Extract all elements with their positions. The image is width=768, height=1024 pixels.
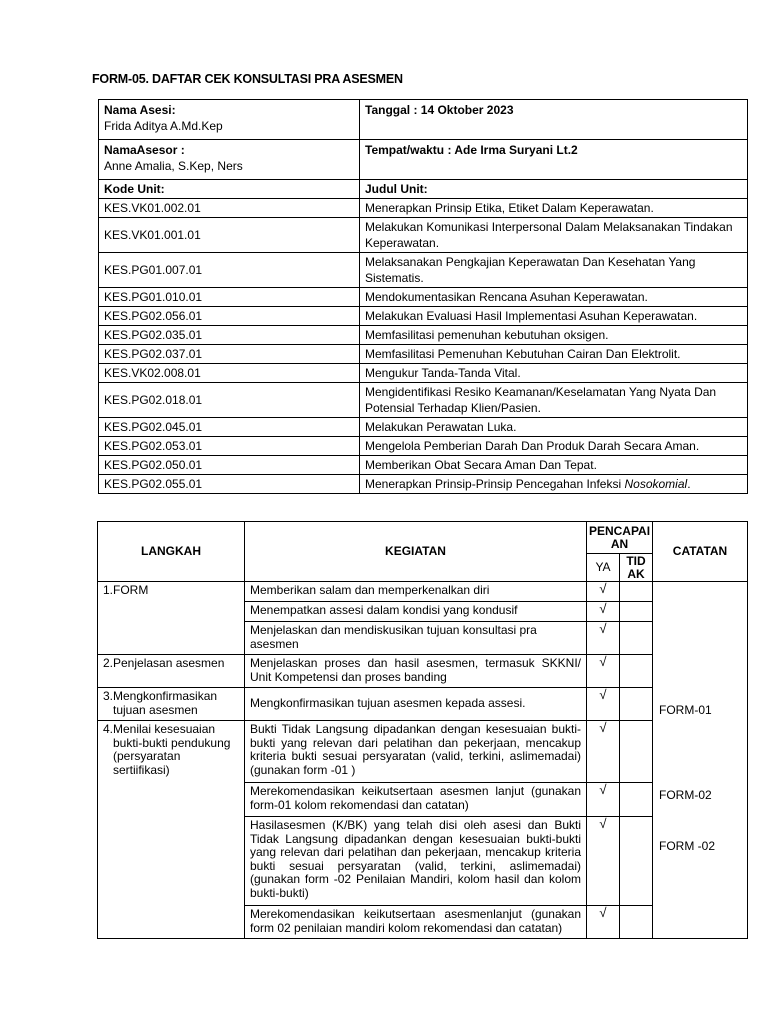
asesor-label: NamaAsesor : xyxy=(104,143,185,157)
step-label: Penjelasan asesmen xyxy=(113,656,225,670)
unit-code: KES.VK01.002.01 xyxy=(99,199,360,218)
tidak-header xyxy=(620,554,653,582)
unit-code: KES.PG02.056.01 xyxy=(99,307,360,326)
asesi-row xyxy=(99,100,748,140)
note-form-02-b: FORM -02 xyxy=(659,839,716,853)
note-form-02: FORM-02 xyxy=(659,788,712,802)
unit-title: Melakukan Komunikasi Interpersonal Dalam Melaksanakan Tindakan Keperawatan. xyxy=(360,218,748,253)
activity-text: Merekomendasikan keikutsertaan asesmenlanjut (gunakan form 02 penilaian mandiri kolom rekomendasi dan catatan) xyxy=(245,906,587,939)
tidak-label: TIDAK xyxy=(626,553,646,581)
unit-title: Melakukan Evaluasi Hasil Implementasi Asuhan Keperawatan. xyxy=(360,307,748,326)
unit-row xyxy=(99,218,748,253)
langkah-header: LANGKAH xyxy=(98,522,245,582)
unit-title: Mendokumentasikan Rencana Asuhan Keperawatan. xyxy=(360,288,748,307)
tidak-check xyxy=(620,655,653,688)
unit-title: Memfasilitasi pemenuhan kebutuhan oksigen. xyxy=(360,326,748,345)
step-number: 3. xyxy=(103,689,114,703)
ya-check: √ xyxy=(587,817,620,906)
unit-title: Melakukan Perawatan Luka. xyxy=(360,418,748,437)
activity-text: Mengkonfirmasikan tujuan asesmen kepada assesi. xyxy=(245,688,587,721)
unit-code: KES.PG01.010.01 xyxy=(99,288,360,307)
unit-row xyxy=(99,456,748,475)
step-label: FORM xyxy=(113,583,149,597)
tidak-check xyxy=(620,783,653,817)
activity-text: Hasilasesmen (K/BK) yang telah disi oleh asesi dan Bukti Tidak Langsung dipadankan dengan kesesuaian bukti-bukti yang relevan dari pelatihan dan pekerjaan, mencakup kriteria bukti sesuai persyaratan (valid, terkini, aslimemadai) (gunakan form -02 Penilaian Mandiri, kolom hasil dan kolom bukti-bukti) xyxy=(245,817,587,906)
pencapaian-header xyxy=(587,522,653,554)
unit-code: KES.PG02.053.01 xyxy=(99,437,360,456)
unit-code: KES.PG02.045.01 xyxy=(99,418,360,437)
step-number: 1. xyxy=(103,583,114,597)
activity-text: Menjelaskan dan mendiskusikan tujuan konsultasi pra asesmen xyxy=(245,622,587,655)
unit-code: KES.PG01.007.01 xyxy=(99,253,360,288)
step-cell xyxy=(98,688,245,721)
unit-title: Mengukur Tanda-Tanda Vital. xyxy=(360,364,748,383)
catatan-header: CATATAN xyxy=(653,522,748,582)
unit-title: Menerapkan Prinsip Etika, Etiket Dalam Keperawatan. xyxy=(360,199,748,218)
ya-check: √ xyxy=(587,721,620,783)
unit-row xyxy=(99,307,748,326)
tanggal-cell xyxy=(360,100,748,140)
unit-row xyxy=(99,383,748,418)
unit-title: Mengelola Pemberian Darah Dan Produk Darah Secara Aman. xyxy=(360,437,748,456)
unit-row xyxy=(99,288,748,307)
unit-title: Memberikan Obat Secara Aman Dan Tepat. xyxy=(360,456,748,475)
tidak-check xyxy=(620,622,653,655)
unit-title: Memfasilitasi Pemenuhan Kebutuhan Cairan Dan Elektrolit. xyxy=(360,345,748,364)
unit-title-suffix: . xyxy=(687,477,691,491)
ya-check: √ xyxy=(587,602,620,622)
unit-code: KES.VK02.008.01 xyxy=(99,364,360,383)
unit-info-table xyxy=(98,99,748,494)
activity-text: Menjelaskan proses dan hasil asesmen, termasuk SKKNI/ Unit Kompetensi dan proses banding xyxy=(245,655,587,688)
ya-check: √ xyxy=(587,783,620,817)
ya-check: √ xyxy=(587,622,620,655)
asesor-cell xyxy=(99,140,360,180)
asesi-value: Frida Aditya A.Md.Kep xyxy=(104,119,223,133)
checklist-header-row xyxy=(98,522,748,554)
unit-row xyxy=(99,253,748,288)
unit-title-prefix: Menerapkan Prinsip-Prinsip Pencegahan Infeksi xyxy=(365,477,625,491)
unit-code: KES.PG02.035.01 xyxy=(99,326,360,345)
tempat-label: Tempat/waktu : Ade Irma Suryani Lt.2 xyxy=(365,143,578,157)
step-cell xyxy=(98,721,245,939)
unit-title xyxy=(360,475,748,494)
unit-title: Melaksanakan Pengkajian Keperawatan Dan Kesehatan Yang Sistematis. xyxy=(360,253,748,288)
kegiatan-header: KEGIATAN xyxy=(245,522,587,582)
tanggal-label: Tanggal : 14 Oktober 2023 xyxy=(365,103,514,117)
activity-text: Bukti Tidak Langsung dipadankan dengan kesesuaian bukti-bukti yang relevan dari pelatihan dan pekerjaan, mencakup kriteria bukti sesuai persyaratan (valid, terkini, aslimemadai) (gunakan form -01 ) xyxy=(245,721,587,783)
step-label: Mengkonfirmasikan xyxy=(113,689,218,703)
activity-text: Memberikan salam dan memperkenalkan diri xyxy=(245,582,587,602)
unit-code: KES.PG02.050.01 xyxy=(99,456,360,475)
ya-header: YA xyxy=(587,554,620,582)
step-label-cont: bukti-bukti pendukung (persyaratan sertiifikasi) xyxy=(113,735,231,777)
step-label-cont: tujuan asesmen xyxy=(113,702,198,717)
unit-row xyxy=(99,437,748,456)
asesi-cell xyxy=(99,100,360,140)
tidak-check xyxy=(620,582,653,602)
tidak-check xyxy=(620,602,653,622)
unit-code: KES.VK01.001.01 xyxy=(99,218,360,253)
form-title: FORM-05. DAFTAR CEK KONSULTASI PRA ASESMEN xyxy=(92,72,403,86)
unit-row xyxy=(99,418,748,437)
activity-text: Menempatkan assesi dalam kondisi yang kondusif xyxy=(245,602,587,622)
unit-code: KES.PG02.055.01 xyxy=(99,475,360,494)
ya-check: √ xyxy=(587,688,620,721)
consultation-checklist-table xyxy=(97,521,748,939)
asesor-value: Anne Amalia, S.Kep, Ners xyxy=(104,159,243,173)
step-label: Menilai kesesuaian xyxy=(113,722,216,736)
unit-row xyxy=(99,326,748,345)
catatan-cell xyxy=(653,582,748,939)
tidak-check xyxy=(620,906,653,939)
ya-check: √ xyxy=(587,655,620,688)
tidak-check xyxy=(620,721,653,783)
tempat-cell xyxy=(360,140,748,180)
unit-row xyxy=(99,199,748,218)
tidak-check xyxy=(620,688,653,721)
ya-check: √ xyxy=(587,906,620,939)
step-cell xyxy=(98,655,245,688)
unit-row xyxy=(99,475,748,494)
unit-row xyxy=(99,345,748,364)
tidak-check xyxy=(620,817,653,906)
checklist-row xyxy=(98,721,748,783)
activity-text: Merekomendasikan keikutsertaan asesmen lanjut (gunakan form-01 kolom rekomendasi dan catatan) xyxy=(245,783,587,817)
asesor-row xyxy=(99,140,748,180)
step-number: 4. xyxy=(103,722,114,736)
pencapaian-label: PENCAPAIAN xyxy=(588,523,651,551)
unit-header-row xyxy=(99,180,748,199)
unit-title-italic: Nosokomial xyxy=(624,477,688,491)
ya-check: √ xyxy=(587,582,620,602)
checklist-row xyxy=(98,688,748,721)
step-cell xyxy=(98,582,245,655)
checklist-row xyxy=(98,655,748,688)
unit-code: KES.PG02.037.01 xyxy=(99,345,360,364)
unit-code: KES.PG02.018.01 xyxy=(99,383,360,418)
unit-title: Mengidentifikasi Resiko Keamanan/Keselamatan Yang Nyata Dan Potensial Terhadap Klien/Pasien. xyxy=(360,383,748,418)
step-number: 2. xyxy=(103,656,114,670)
judul-unit-header: Judul Unit: xyxy=(360,180,748,199)
unit-row xyxy=(99,364,748,383)
note-form-01: FORM-01 xyxy=(659,703,712,717)
kode-unit-header: Kode Unit: xyxy=(99,180,360,199)
asesi-label: Nama Asesi: xyxy=(104,103,176,117)
checklist-row xyxy=(98,582,748,602)
